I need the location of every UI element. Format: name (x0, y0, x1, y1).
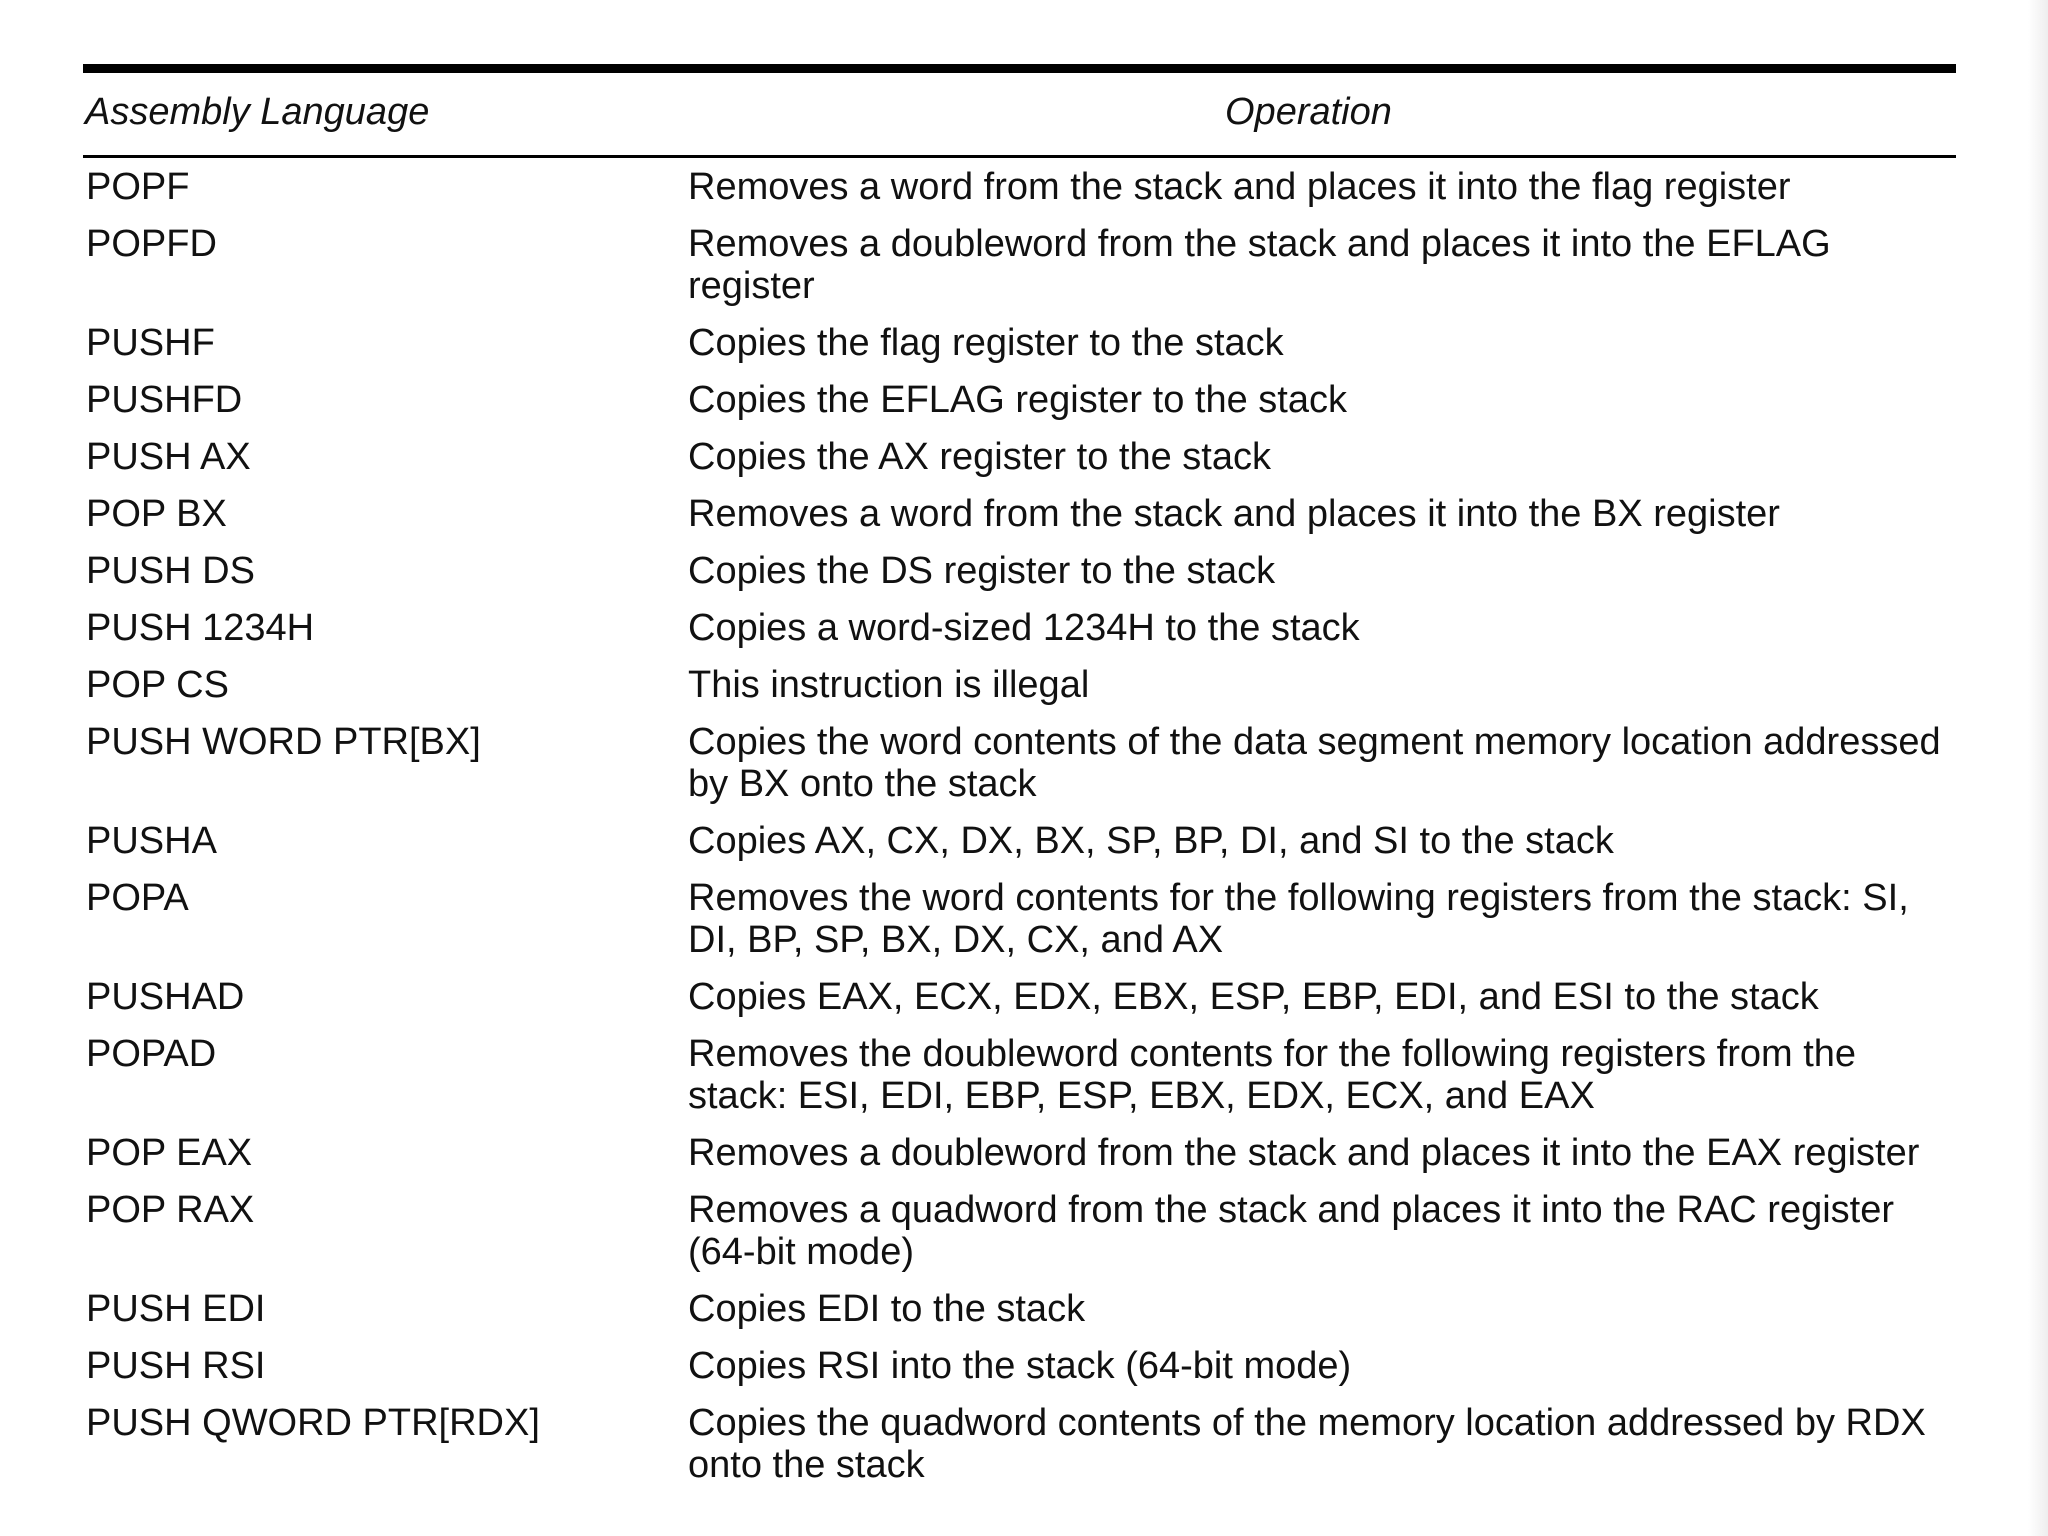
operation-description: Copies AX, CX, DX, BX, SP, BP, DI, and SI to the stack (688, 820, 1614, 862)
table-row (83, 436, 1956, 493)
table-row (83, 1033, 1956, 1132)
assembly-instruction: POP CS (86, 664, 229, 706)
operation-description: Copies the word contents of the data segment memory location addressed by BX onto the stack (688, 721, 1941, 805)
assembly-instruction: PUSH DS (86, 550, 255, 592)
operation-description: This instruction is illegal (688, 664, 1090, 706)
assembly-instruction: PUSHFD (86, 379, 243, 421)
operation-description: Removes the word contents for the following registers from the stack: SI, DI, BP, SP, BX, DX, CX, and AX (688, 877, 1909, 961)
assembly-instruction: POPAD (86, 1033, 217, 1075)
assembly-instruction: POPF (86, 166, 190, 208)
operation-description: Removes a doubleword from the stack and places it into the EFLAG register (688, 223, 1831, 307)
table-row (83, 493, 1956, 550)
operation-description: Copies the quadword contents of the memory location addressed by RDX onto the stack (688, 1402, 1926, 1486)
operation-description: Removes the doubleword contents for the following registers from the stack: ESI, EDI, EBP, ESP, EBX, EDX, ECX, and EAX (688, 1033, 1857, 1117)
assembly-instruction: PUSHAD (86, 976, 245, 1018)
operation-description: Removes a doubleword from the stack and places it into the EAX register (688, 1132, 1920, 1174)
table-row (83, 607, 1956, 664)
assembly-instruction: PUSH EDI (86, 1288, 266, 1330)
operation-description: Copies EAX, ECX, EDX, EBX, ESP, EBP, EDI, and ESI to the stack (688, 976, 1819, 1018)
assembly-instruction: PUSH QWORD PTR[RDX] (86, 1402, 540, 1444)
header-operation: Operation (1225, 91, 1392, 133)
operation-description: Copies RSI into the stack (64-bit mode) (688, 1345, 1352, 1387)
assembly-instruction: POP EAX (86, 1132, 253, 1174)
operation-description: Copies the EFLAG register to the stack (688, 379, 1347, 421)
table-header-rule (83, 155, 1956, 158)
table-row (83, 322, 1956, 379)
operation-description: Removes a quadword from the stack and places it into the RAC register (64-bit mode) (688, 1189, 1895, 1273)
assembly-instruction: PUSH 1234H (86, 607, 315, 649)
assembly-instruction: PUSH WORD PTR[BX] (86, 721, 481, 763)
table-row (83, 223, 1956, 322)
table-top-rule (83, 64, 1956, 73)
table-row (83, 1402, 1956, 1501)
assembly-instruction: POPA (86, 877, 189, 919)
assembly-instruction: PUSH AX (86, 436, 251, 478)
operation-description: Copies a word-sized 1234H to the stack (688, 607, 1360, 649)
table-row (83, 1132, 1956, 1189)
assembly-instruction: POP RAX (86, 1189, 255, 1231)
operation-description: Removes a word from the stack and places it into the flag register (688, 166, 1791, 208)
operation-description: Copies EDI to the stack (688, 1288, 1086, 1330)
header-assembly-language: Assembly Language (85, 91, 430, 133)
operation-description: Copies the DS register to the stack (688, 550, 1276, 592)
operation-description: Copies the flag register to the stack (688, 322, 1284, 364)
table-row (83, 976, 1956, 1033)
assembly-instruction: POPFD (86, 223, 217, 265)
page-edge-shadow (2028, 0, 2048, 1536)
assembly-instruction: PUSH RSI (86, 1345, 266, 1387)
operation-description: Copies the AX register to the stack (688, 436, 1271, 478)
table-row (83, 721, 1956, 820)
table-header-row (83, 82, 1956, 142)
table-row (83, 550, 1956, 607)
table-row (83, 877, 1956, 976)
table-row (83, 379, 1956, 436)
table-row (83, 1345, 1956, 1402)
table-body (83, 166, 1956, 1501)
assembly-instruction: PUSHF (86, 322, 215, 364)
table-row (83, 1288, 1956, 1345)
table-row (83, 166, 1956, 223)
table-row (83, 820, 1956, 877)
assembly-instruction: POP BX (86, 493, 227, 535)
table-row (83, 664, 1956, 721)
operation-description: Removes a word from the stack and places it into the BX register (688, 493, 1780, 535)
table-row (83, 1189, 1956, 1288)
assembly-instruction: PUSHA (86, 820, 217, 862)
